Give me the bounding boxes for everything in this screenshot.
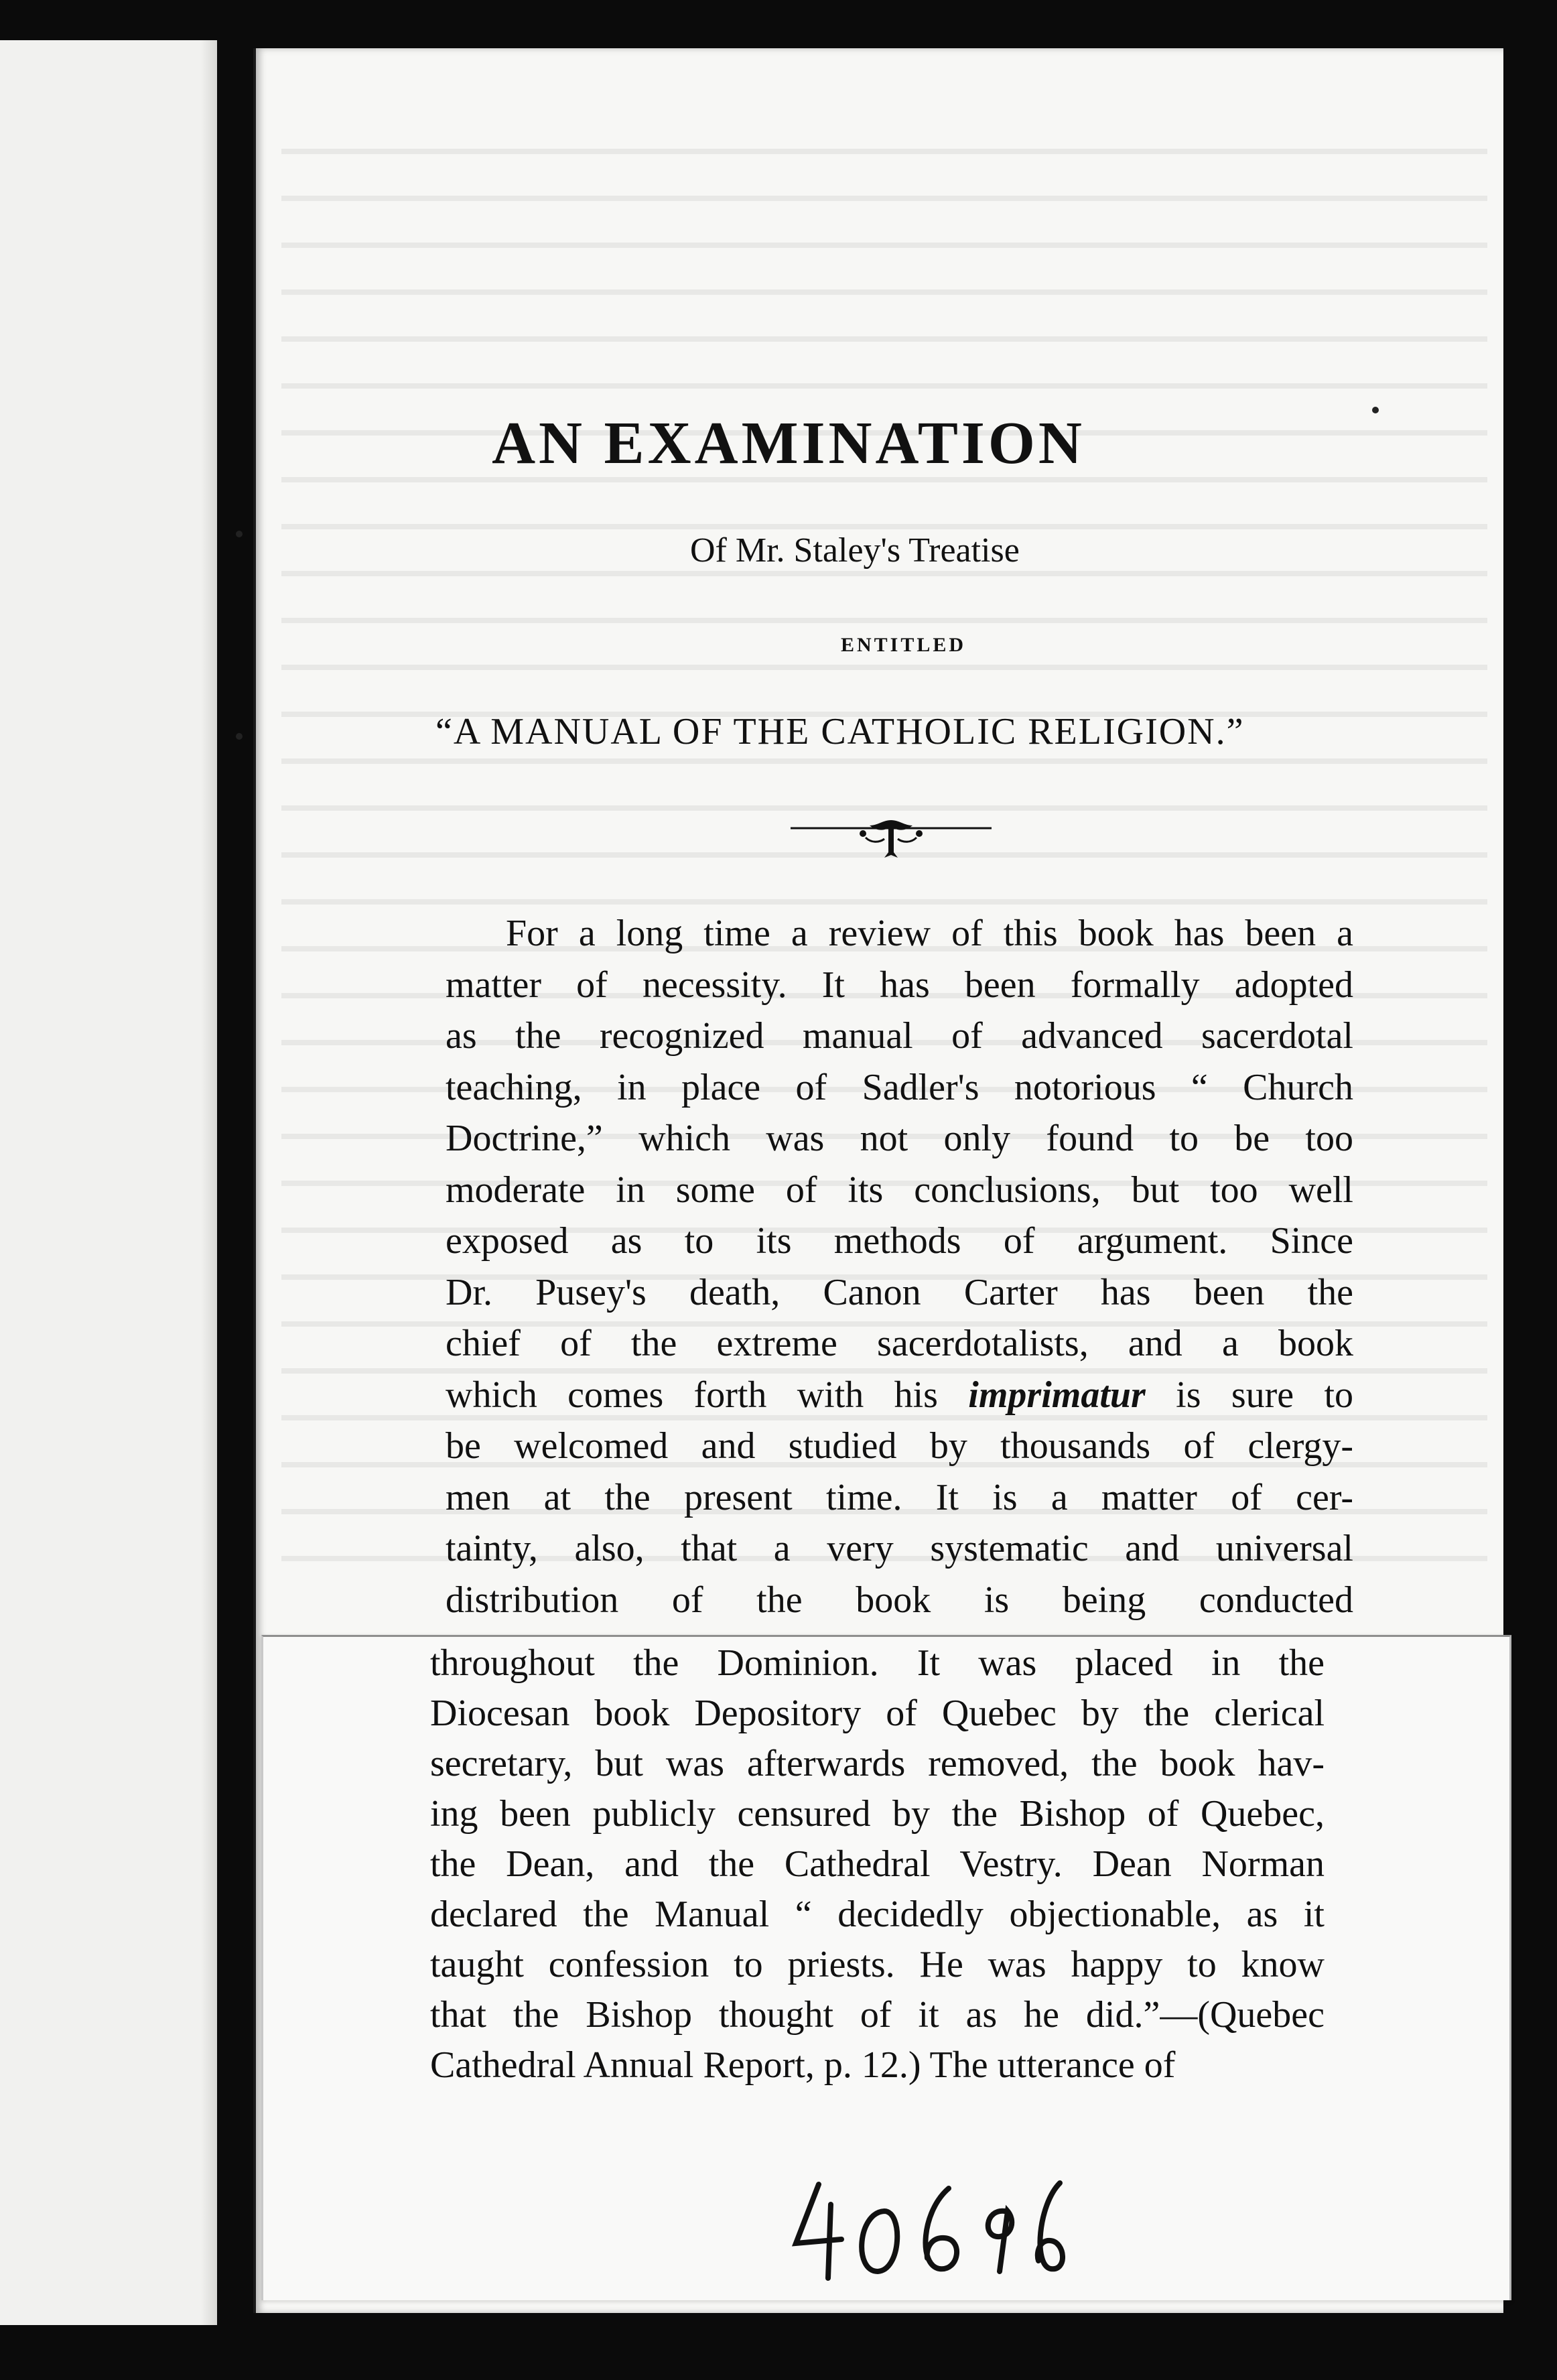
body-text-run: is sure to	[1145, 1374, 1353, 1416]
page-speck	[236, 531, 243, 537]
slip-line: Diocesan book Depository of Quebec by the clerical	[430, 1693, 1325, 1734]
body-text-run: which comes forth with his	[446, 1374, 969, 1416]
body-line: be welcomed and studied by thousands of clergy-	[446, 1425, 1353, 1467]
slip-line: that the Bishop thought of it as he did.”—(Quebec	[430, 1994, 1325, 2036]
body-line: men at the present time. It is a matter of cer-	[446, 1476, 1353, 1518]
page-gutter-shadow	[201, 40, 217, 2325]
body-line: Doctrine,” which was not only found to be too	[446, 1118, 1353, 1159]
book-title: “A MANUAL OF THE CATHOLIC RELIGION.”	[435, 711, 1245, 752]
body-line: Dr. Pusey's death, Canon Carter has been the	[446, 1271, 1353, 1313]
body-line: as the recognized manual of advanced sacerdotal	[446, 1015, 1353, 1057]
slip-line: the Dean, and the Cathedral Vestry. Dean Norman	[430, 1843, 1325, 1885]
body-line: teaching, in place of Sadler's notorious “ Church	[446, 1066, 1353, 1108]
body-line: For a long time a review of this book has been a	[506, 913, 1353, 954]
slip-line: Cathedral Annual Report, p. 12.) The utterance of	[430, 2044, 1176, 2086]
body-line: matter of necessity. It has been formally adopted	[446, 964, 1353, 1006]
ornament-divider	[791, 811, 992, 864]
entitled-label: ENTITLED	[841, 634, 967, 656]
body-line: distribution of the book is being conducted	[446, 1579, 1353, 1621]
body-line: chief of the extreme sacerdotalists, and a book	[446, 1323, 1353, 1364]
page-speck	[236, 733, 243, 740]
slip-line: ing been publicly censured by the Bishop of Quebec,	[430, 1793, 1325, 1835]
body-line: exposed as to its methods of argument. Since	[446, 1220, 1353, 1262]
slip-line: declared the Manual “ decidedly objectionable, as it	[430, 1894, 1325, 1935]
body-line: moderate in some of its conclusions, but too well	[446, 1169, 1353, 1211]
left-facing-page	[0, 40, 216, 2325]
slip-line: taught confession to priests. He was happy to know	[430, 1944, 1325, 1985]
body-line	[446, 1370, 1353, 1421]
slip-line: secretary, but was afterwards removed, the book hav-	[430, 1743, 1325, 1784]
document-subtitle: Of Mr. Staley's Treatise	[690, 531, 1020, 570]
handwritten-accession-number	[784, 2164, 1065, 2285]
document-title: AN EXAMINATION	[492, 410, 1085, 476]
imprimatur-italic: imprimatur	[968, 1374, 1146, 1416]
body-line: tainty, also, that a very systematic and universal	[446, 1528, 1353, 1569]
slip-line: throughout the Dominion. It was placed in the	[430, 1642, 1325, 1684]
slip-text	[430, 1638, 1325, 2091]
body-text	[446, 908, 1353, 1626]
